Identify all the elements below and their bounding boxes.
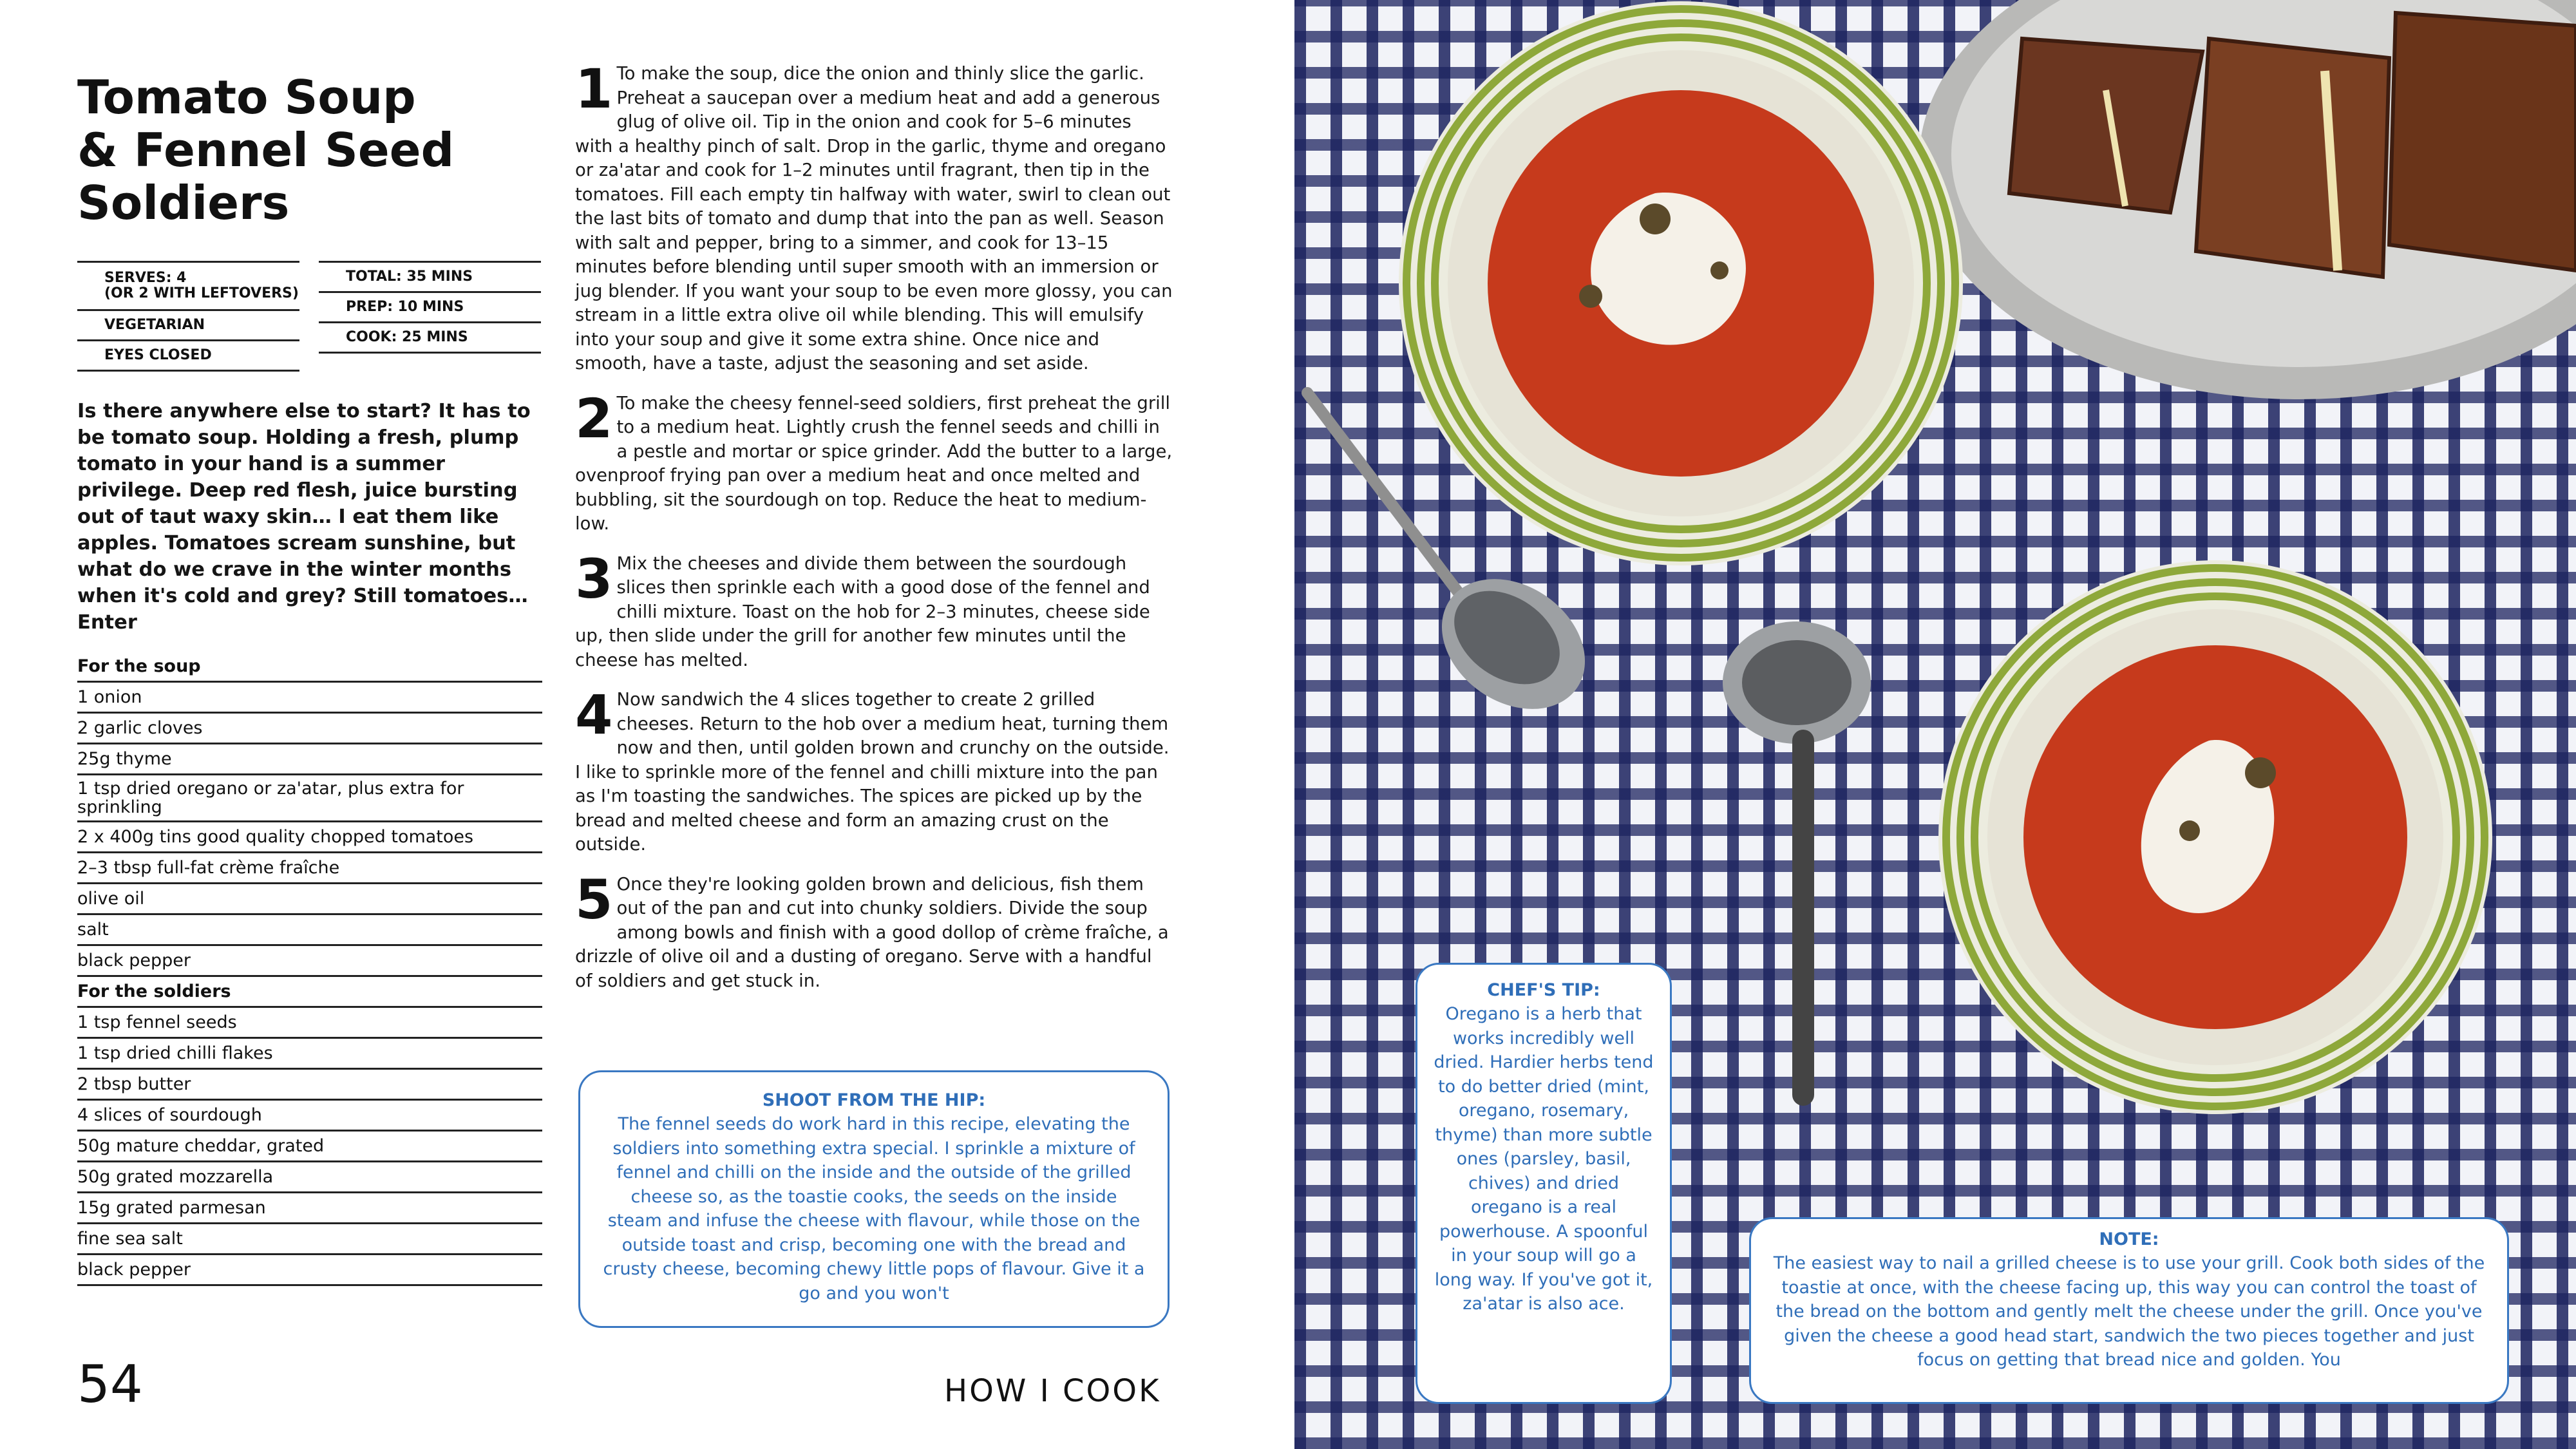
shoot-tip-heading: SHOOT FROM THE HIP: — [762, 1090, 986, 1110]
ingredient-item: 25g thyme — [77, 744, 542, 775]
book-title: HOW I COOK — [944, 1373, 1161, 1409]
serves-label: SERVES: 4 — [104, 270, 187, 286]
ingredient-item: 2 garlic cloves — [77, 714, 542, 744]
recipe-meta-left — [77, 261, 299, 370]
method-step — [575, 57, 1174, 376]
recipe-meta-right — [319, 261, 541, 352]
ingredients-heading-soldiers: For the soldiers — [77, 977, 542, 1008]
note-box — [1749, 1217, 2509, 1404]
total-time: TOTAL: 35 MINS — [319, 261, 541, 293]
ingredient-item: 4 slices of sourdough — [77, 1101, 542, 1132]
step-text: To make the soup, dice the onion and thinly slice the garlic. Preheat a saucepan over a medium heat and add a generous glug of olive oil. Tip in the onion and cook for 5–6 minutes with a healthy pinch of salt. Drop in the garlic, thyme and oregano or za'atar and cook for 1–2 minutes until fragrant, then tip in the tomatoes. Fill each empty tin halfway with water, swirl to clean out the last bits of tomato and dump that into the pan as well. Season with salt and pepper, bring to a simmer, and cook for 13–15 minutes before blending until super smooth with an immersion or jug blender. If you want your soup to be even more glossy, you can stream in a little extra olive oil while blending. This will emulsify into your soup and give it some extra shine. Once nice and smooth, have a taste, adjust the seasoning and set aside. — [575, 63, 1173, 374]
difficulty-tag: EYES CLOSED — [77, 339, 299, 372]
method-step — [575, 386, 1174, 536]
ingredients-heading-soup: For the soup — [77, 652, 542, 683]
ingredient-item: 1 onion — [77, 683, 542, 714]
recipe-intro: Is there anywhere else to start? It has to be tomato soup. Holding a fresh, plump tomato in your hand is a summer privilege. Deep red flesh, juice bursting out of taut waxy skin… I eat them like apples. Tomatoes scream sunshine, but what do we crave in the winter months when it's cold and grey? Still tomatoes… Enter — [77, 400, 531, 634]
step-text: Now sandwich the 4 slices together to create 2 grilled cheeses. Return to the hob over a medium heat, turning them now and then, until golden brown and crunchy on the outside. I like to sprinkle more of the fennel and chilli mixture into the pan as I'm toasting the sandwiches. The spices are picked up by the bread and melted cheese and form an amazing crust on the outside. — [575, 689, 1170, 855]
method-step — [575, 683, 1174, 857]
step-number: 2 — [575, 386, 613, 450]
title-line: Tomato Soup — [77, 70, 416, 124]
ingredient-item: salt — [77, 915, 542, 946]
page-number: 54 — [77, 1354, 143, 1414]
serves-note: (OR 2 WITH LEFTOVERS) — [104, 285, 299, 301]
title-line: Soldiers — [77, 176, 290, 230]
step-text: Once they're looking golden brown and delicious, fish them out of the pan and cut into chunky soldiers. Divide the soup among bowls and finish with a good dollop of crème fraîche, a drizzle of olive oil and a dusting of oregano. Serve with a handful of soldiers and get stuck in. — [575, 873, 1169, 991]
toastie-plate — [1919, 0, 2576, 399]
note-text: The easiest way to nail a grilled cheese is to use your grill. Cook both sides of the toastie at once, with the cheese facing up, this way you can control the toast of the bread on the bottom and gently melt the cheese under the grill. Once you've given the cheese a good head start, sandwich the two pieces together and just focus on getting that bread nice and golden. You — [1773, 1253, 2485, 1370]
step-number: 1 — [575, 57, 613, 120]
ingredient-item: 1 tsp dried chilli flakes — [77, 1039, 542, 1070]
step-number: 4 — [575, 683, 613, 746]
step-text: To make the cheesy fennel-seed soldiers, first preheat the grill to a medium heat. Lightly crush the fennel seeds and chilli in a pestle and mortar or spice grinder. Add the butter to a large, ovenproof frying pan over a medium heat and once melted and bubbling, sit the sourdough on top. Reduce the heat to medium-low. — [575, 392, 1173, 534]
cook-time: COOK: 25 MINS — [319, 321, 541, 354]
chef-tip-heading: CHEF'S TIP: — [1487, 980, 1600, 1000]
ingredient-item: 15g grated parmesan — [77, 1193, 542, 1224]
serves-info — [77, 261, 299, 311]
ingredient-item: fine sea salt — [77, 1224, 542, 1255]
step-text: Mix the cheeses and divide them between the sourdough slices then sprinkle each with a good dose of the fennel and chilli mixture. Toast on the hob for 2–3 minutes, cheese side up, then slide under the grill for another few minutes until the cheese has melted. — [575, 553, 1150, 670]
recipe-title — [77, 71, 454, 229]
title-line: & Fennel Seed — [77, 123, 455, 177]
ingredients-list — [77, 652, 542, 1286]
step-number: 3 — [575, 547, 613, 611]
ingredient-item: black pepper — [77, 1255, 542, 1286]
note-heading: NOTE: — [2099, 1229, 2159, 1249]
ingredient-item: olive oil — [77, 884, 542, 915]
ingredient-item: 2–3 tbsp full-fat crème fraîche — [77, 853, 542, 884]
shoot-tip-text: The fennel seeds do work hard in this recipe, elevating the soldiers into something extra special. I sprinkle a mixture of fennel and chilli on the inside and the outside of the grilled cheese so, as the toastie cooks, the seeds on the inside steam and infuse the cheese with flavour, while those on the outside toast and crisp, becoming one with the bread and crusty cheese, becoming chewy little pops of flavour. Give it a go and you won't — [603, 1114, 1145, 1303]
ingredient-item: 50g mature cheddar, grated — [77, 1132, 542, 1162]
soup-bowl-top — [1399, 1, 1963, 565]
soup-bowl-bottom — [1938, 560, 2492, 1114]
spoon-right — [1723, 621, 1871, 1095]
ingredient-item: 2 tbsp butter — [77, 1070, 542, 1101]
diet-tag: VEGETARIAN — [77, 309, 299, 341]
prep-time: PREP: 10 MINS — [319, 291, 541, 323]
method-step — [575, 547, 1174, 673]
ingredient-item: black pepper — [77, 946, 542, 977]
method-step — [575, 867, 1174, 994]
method-steps — [575, 57, 1174, 1009]
step-number: 5 — [575, 867, 613, 931]
chef-tip-text: Oregano is a herb that works incredibly well dried. Hardier herbs tend to do better dried (mint, oregano, rosemary, thyme) than more subtle ones (parsley, basil, chives) and dried oregano is a real powerhouse. A spoonful in your soup will go a long way. If you've got it, za'atar is also ace. — [1434, 1004, 1654, 1314]
ingredient-item: 1 tsp dried oregano or za'atar, plus extra for sprinkling — [77, 775, 542, 822]
chefs-tip-box — [1416, 963, 1672, 1404]
shoot-from-the-hip-box — [578, 1070, 1170, 1328]
ingredient-item: 1 tsp fennel seeds — [77, 1008, 542, 1039]
ingredient-item: 2 x 400g tins good quality chopped tomatoes — [77, 822, 542, 853]
ingredient-item: 50g grated mozzarella — [77, 1162, 542, 1193]
